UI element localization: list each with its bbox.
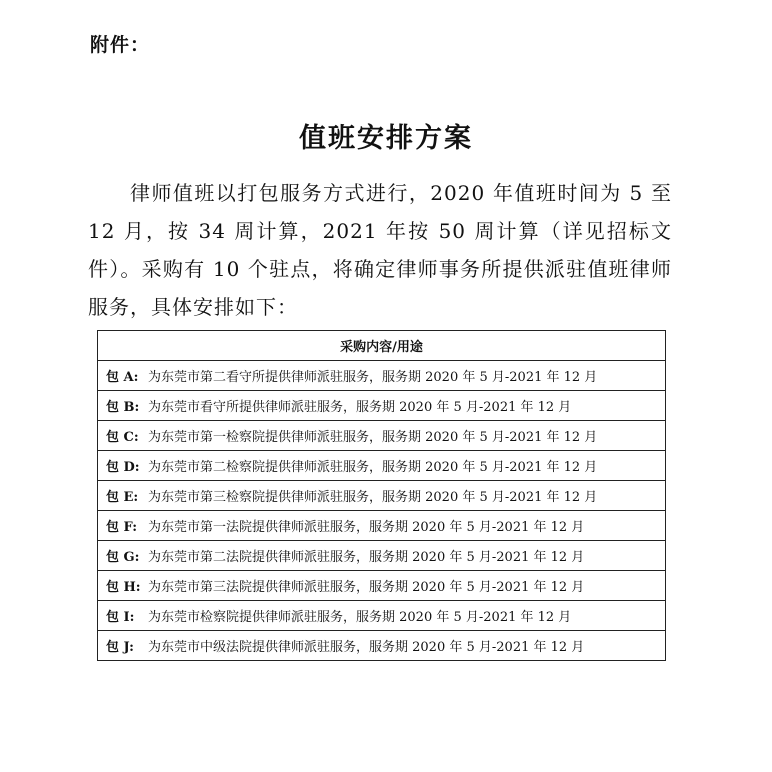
table-row [98, 421, 666, 451]
table-cell [98, 391, 666, 421]
package-description: 为东莞市第三检察院提供律师派驻服务，服务期 2020 年 5 月-2021 年 12 月 [148, 490, 598, 505]
attachment-label: 附件： [90, 34, 151, 56]
package-label: 包 G: [106, 550, 140, 565]
table-cell [98, 631, 666, 661]
table-cell [98, 511, 666, 541]
table-header-row [98, 331, 666, 361]
intro-paragraph: 律师值班以打包服务方式进行，2020 年值班时间为 5 至 12 月，按 34 周计算，2021 年按 50 周计算（详见招标文件）。采购有 10 个驻点，将确定律师事务所提供派驻值班律师服务，具体安排如下： [88, 181, 672, 319]
package-label: 包 F: [106, 520, 138, 535]
package-description: 为东莞市看守所提供律师派驻服务，服务期 2020 年 5 月-2021 年 12 月 [148, 400, 572, 415]
table-row [98, 631, 666, 661]
package-description: 为东莞市检察院提供律师派驻服务，服务期 2020 年 5 月-2021 年 12 月 [148, 610, 572, 625]
document-title: 值班安排方案 [299, 123, 473, 154]
package-description: 为东莞市第二法院提供律师派驻服务，服务期 2020 年 5 月-2021 年 12 月 [148, 550, 585, 565]
table-cell [98, 481, 666, 511]
package-description: 为东莞市中级法院提供律师派驻服务，服务期 2020 年 5 月-2021 年 12 月 [148, 640, 585, 655]
package-label: 包 C: [106, 430, 139, 445]
table-row [98, 601, 666, 631]
table-cell [98, 601, 666, 631]
package-description: 为东莞市第一检察院提供律师派驻服务，服务期 2020 年 5 月-2021 年 12 月 [148, 430, 598, 445]
table-cell [98, 541, 666, 571]
table-row [98, 481, 666, 511]
table-row [98, 361, 666, 391]
table-cell [98, 451, 666, 481]
package-label: 包 I: [106, 610, 135, 625]
table-row [98, 571, 666, 601]
table-header-cell: 采购内容/用途 [98, 331, 666, 361]
package-label: 包 H: [106, 580, 141, 595]
procurement-table [97, 330, 666, 661]
package-label: 包 B: [106, 400, 140, 415]
table-cell [98, 421, 666, 451]
package-description: 为东莞市第二检察院提供律师派驻服务，服务期 2020 年 5 月-2021 年 12 月 [148, 460, 598, 475]
table-cell [98, 571, 666, 601]
package-description: 为东莞市第一法院提供律师派驻服务，服务期 2020 年 5 月-2021 年 12 月 [148, 520, 585, 535]
table-row [98, 391, 666, 421]
table-cell [98, 361, 666, 391]
package-description: 为东莞市第二看守所提供律师派驻服务，服务期 2020 年 5 月-2021 年 12 月 [148, 370, 598, 385]
table-row [98, 541, 666, 571]
package-description: 为东莞市第三法院提供律师派驻服务，服务期 2020 年 5 月-2021 年 12 月 [148, 580, 585, 595]
package-label: 包 D: [106, 460, 140, 475]
package-label: 包 E: [106, 490, 139, 505]
table-row [98, 451, 666, 481]
package-label: 包 A: [106, 370, 139, 385]
table-row [98, 511, 666, 541]
package-label: 包 J: [106, 640, 134, 655]
